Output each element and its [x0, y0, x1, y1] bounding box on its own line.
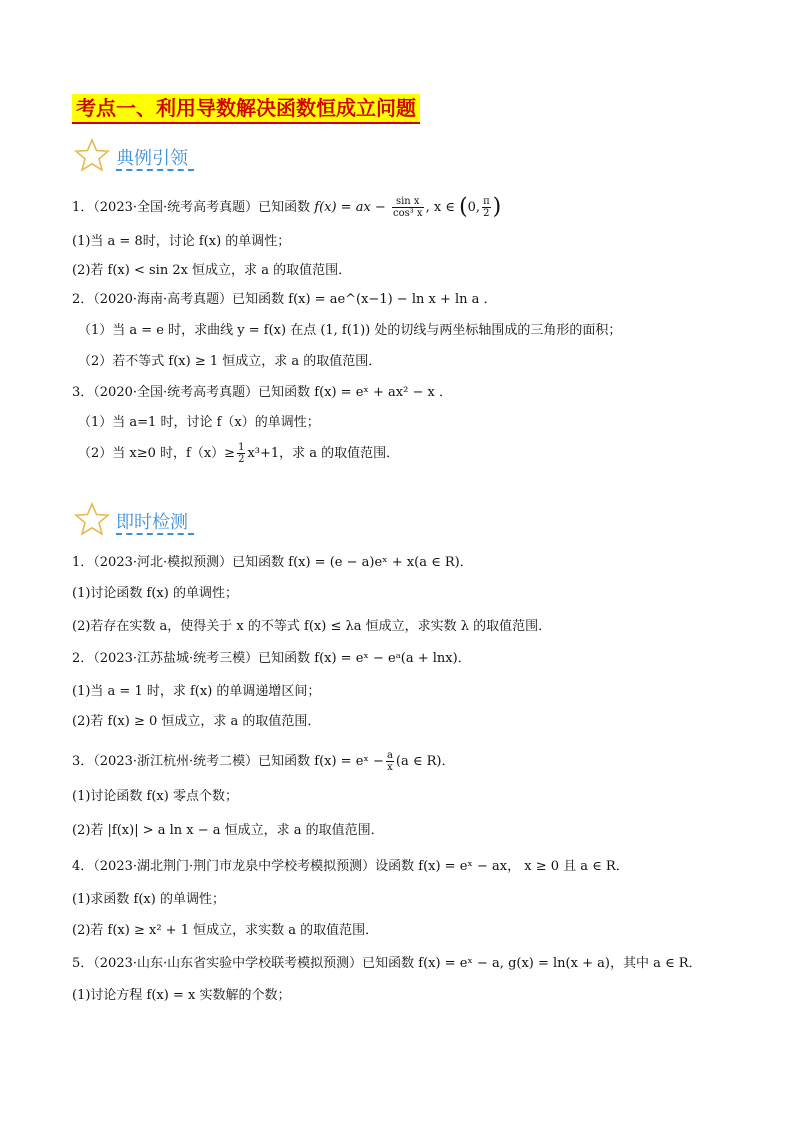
practice-5-part-1: (1)讨论方程 f(x) = x 实数解的个数； — [72, 988, 291, 1003]
practice-4-part-1: (1)求函数 f(x) 的单调性； — [72, 892, 225, 907]
example-1-part-1: (1)当 a = 8时，讨论 f(x) 的单调性； — [72, 234, 291, 249]
example-1: 1．（2023·全国·统考高考真题）已知函数 f(x) = ax − $\frac{\text{sin x}}{\text{cos³ x}}$ , x ∈ (0, $\frac{\pi}{2}$ ) — [72, 194, 502, 220]
section-example-label: 典例引领 — [116, 148, 188, 169]
fraction: $\frac{\text{sin x}}{\text{cos³ x}}$ — [392, 196, 423, 219]
practice-3-part-1: (1)讨论函数 f(x) 零点个数； — [72, 789, 238, 804]
practice-5: 5．（2023·山东·山东省实验中学校联考模拟预测）已知函数 f(x) = eˣ − a, g(x) = ln(x + a)，其中 a ∈ R． — [72, 956, 702, 971]
section-practice-label: 即时检测 — [116, 512, 188, 533]
practice-3: 3．（2023·浙江杭州·统考二模）已知函数 f(x) = eˣ − $\frac{a}{x}$ (a ∈ R)． — [72, 750, 455, 773]
practice-3-part-2: (2)若 |f(x)| > a ln x − a 恒成立，求 a 的取值范围． — [72, 823, 384, 838]
fraction: $\frac{1}{2}$ — [238, 442, 245, 465]
section-divider — [116, 533, 194, 535]
example-3-part-1: （1）当 a=1 时，讨论 f（x）的单调性； — [78, 415, 320, 430]
practice-1-part-1: (1)讨论函数 f(x) 的单调性； — [72, 586, 238, 601]
example-2: 2．（2020·海南·高考真题）已知函数 f(x) = ae^(x−1) − ln x + ln a ． — [72, 292, 497, 307]
fraction: $\frac{a}{x}$ — [386, 750, 393, 773]
page-title: 考点一、利用导数解决函数恒成立问题 — [72, 94, 420, 124]
practice-1: 1．（2023·河北·模拟预测）已知函数 f(x) = (e − a)eˣ + x(a ∈ R)． — [72, 555, 473, 570]
example-2-part-2: （2）若不等式 f(x) ≥ 1 恒成立，求 a 的取值范围． — [78, 354, 382, 369]
example-1-part-2: (2)若 f(x) < sin 2x 恒成立，求 a 的取值范围． — [72, 263, 352, 278]
example-2-part-1: （1）当 a = e 时，求曲线 y = f(x) 在点 (1, f(1)) 处的切线与两坐标轴围成的三角形的面积； — [78, 323, 622, 338]
star-icon — [74, 138, 110, 172]
practice-2-part-1: (1)当 a = 1 时，求 f(x) 的单调递增区间； — [72, 684, 321, 699]
example-3: 3．（2020·全国·统考高考真题）已知函数 f(x) = eˣ + ax² − x ． — [72, 385, 452, 400]
example-3-part-2: （2）当 x≥0 时，f（x）≥ $\frac{1}{2}$ x³+1，求 a 的取值范围． — [78, 442, 400, 465]
practice-4-part-2: (2)若 f(x) ≥ x² + 1 恒成立，求实数 a 的取值范围． — [72, 923, 379, 938]
section-divider — [116, 169, 194, 171]
practice-1-part-2: (2)若存在实数 a，使得关于 x 的不等式 f(x) ≤ λa 恒成立，求实数 λ 的取值范围． — [72, 619, 552, 634]
practice-4: 4．（2023·湖北荆门·荆门市龙泉中学校考模拟预测）设函数 f(x) = eˣ − ax， x ≥ 0 且 a ∈ R． — [72, 859, 629, 874]
fraction: $\frac{\pi}{2}$ — [483, 196, 490, 219]
practice-2-part-2: (2)若 f(x) ≥ 0 恒成立，求 a 的取值范围． — [72, 714, 321, 729]
practice-2: 2．（2023·江苏盐城·统考三模）已知函数 f(x) = eˣ − eᵃ(a + lnx)． — [72, 651, 471, 666]
star-icon — [74, 502, 110, 536]
